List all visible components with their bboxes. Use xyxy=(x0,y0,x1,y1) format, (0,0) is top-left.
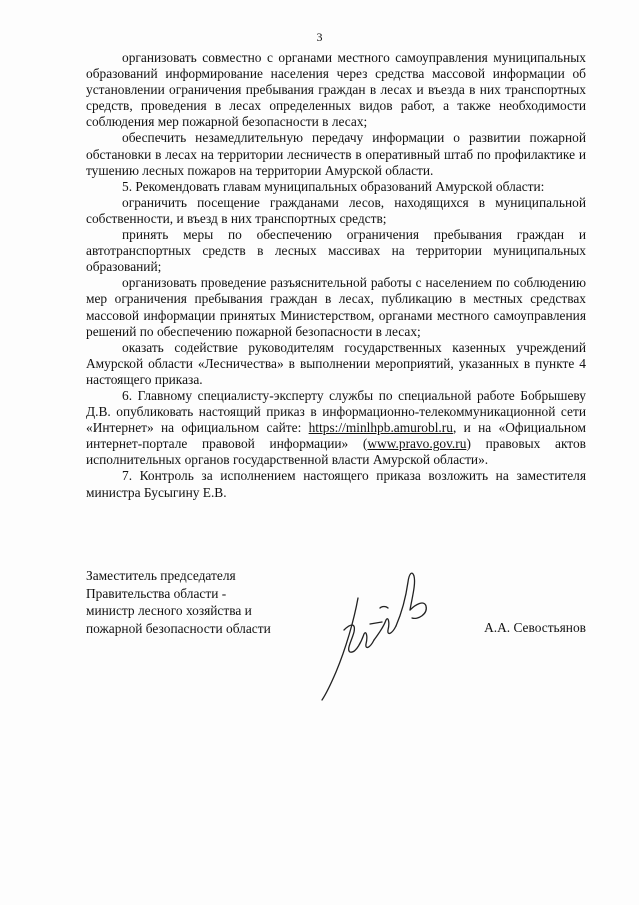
paragraph-assist-forestries: оказать содействие руководителям государственных казенных учреждений Амурской области «Лесничества» в выполнении мероприятий, указанных в пункте 4 настоящего приказа. xyxy=(86,339,586,387)
signer-title xyxy=(86,567,326,637)
signer-title-line: Правительства области - xyxy=(86,585,227,601)
signer-title-line: пожарной безопасности области xyxy=(86,620,271,636)
signer-title-line: министр лесного хозяйства и xyxy=(86,603,252,618)
paragraph-item-6 xyxy=(86,388,586,468)
paragraph-item-6-text-middle: , и на «Официальном интернет-портале правовой информации» ( xyxy=(86,420,586,452)
paragraph-restrict-vehicles: принять меры по обеспечению ограничения пребывания граждан и автотранспортных средств в лесных массивах на территории муниципальных образований; xyxy=(86,227,586,275)
paragraph-item-6-text-end: ) правовых актов исполнительных органов государственной власти Амурской области». xyxy=(86,436,586,468)
signer-name: А.А. Севостьянов xyxy=(484,620,586,635)
paragraph-explanatory-work: организовать проведение разъяснительной работы с населением по соблюдению мер ограничения пребывания граждан в лесах, публикацию в местных средствах массовой информации принятых Министерством, органами местного самоуправления решений по обеспечению пожарной безопасности в лесах; xyxy=(86,275,586,339)
signer-title-line: Заместитель председателя xyxy=(86,568,236,583)
pravo-portal-link[interactable]: www.pravo.gov.ru xyxy=(367,436,467,452)
handwritten-signature xyxy=(310,560,450,710)
page-number: 3 xyxy=(316,30,323,44)
paragraph-item-7: 7. Контроль за исполнением настоящего приказа возложить на заместителя министра Бусыгину Е.В. xyxy=(86,468,586,500)
paragraph-inform-population: организовать совместно с органами местного самоуправления муниципальных образований информирование населения через средства массовой информации об установлении ограничения пребывания граждан в лесах и въезда в них транспортных средств, проведения в лесах определенных видов работ, а также необходимости соблюдения мер пожарной безопасности в лесах; xyxy=(86,50,586,130)
document-body xyxy=(86,50,586,501)
paragraph-restrict-visits: ограничить посещение гражданами лесов, находящихся в муниципальной собственности, и въезд в них транспортных средств; xyxy=(86,194,586,226)
paragraph-item-5: 5. Рекомендовать главам муниципальных образований Амурской области: xyxy=(122,178,545,194)
paragraph-fire-situation-report: обеспечить незамедлительную передачу информации о развитии пожарной обстановки в лесах на территории лесничеств в оперативный штаб по профилактике и тушению лесных пожаров на территории Амурской области. xyxy=(86,130,586,178)
paragraph-item-6-text-start: 6. Главному специалисту-эксперту службы по специальной работе Бобрышеву Д.В. опубликовать настоящий приказ в информационно-телекоммуникационной сети «Интернет» на официальном сайте: xyxy=(86,387,586,436)
ministry-site-link[interactable]: https://minlhpb.amurobl.ru xyxy=(308,420,453,436)
